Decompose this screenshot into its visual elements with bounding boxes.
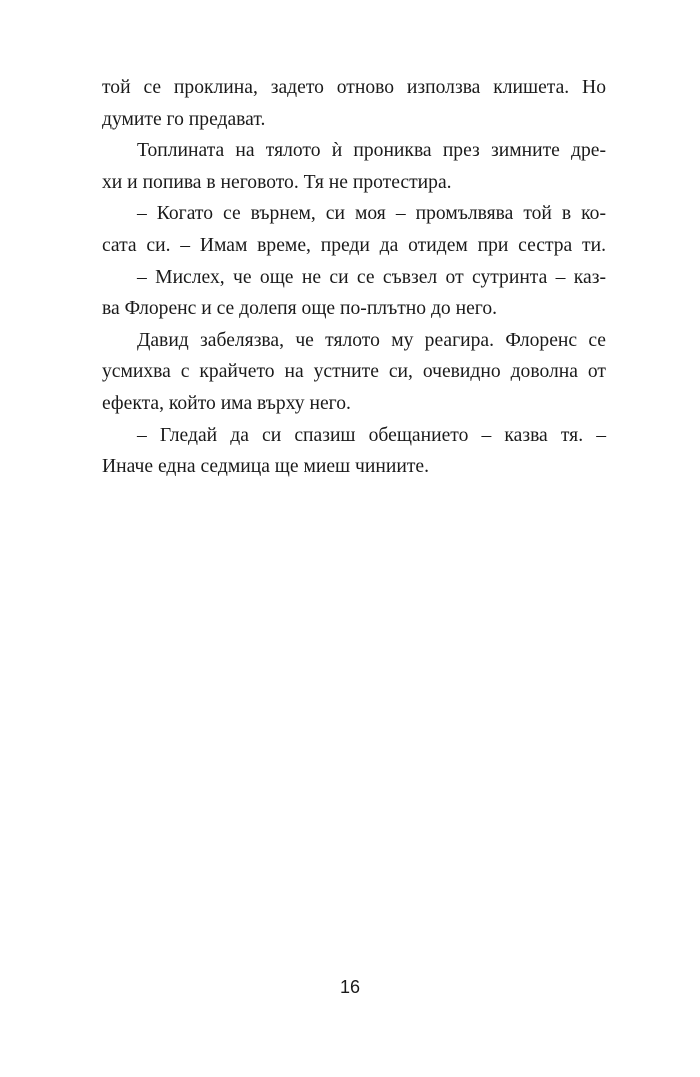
text-line: – Мислех, че още не си се съвзел от сутринта – каз- [137,266,606,288]
text-line: думите го предават. [102,108,266,130]
page-number: 16 [339,977,361,997]
text-line: ва Флоренс и се долепя още по-плътно до него. [102,298,498,320]
text-line: хи и попива в неговото. Тя не протестира. [102,171,452,193]
text-line: – Гледай да си спазиш обещанието – казва тя. – [137,424,606,446]
text-line: усмихва с крайчето на устните си, очевидно доволна от [102,361,606,383]
text-line: – Когато се върнем, си моя – промълвява той в ко- [137,203,606,225]
text-line: ефекта, който има върху него. [102,392,351,414]
text-line: Топлината на тялото ѝ прониква през зимните дре- [137,140,606,162]
body-text [102,72,606,483]
text-line: той се проклина, задето отново използва клишета. Но [102,77,606,98]
text-line: Давид забелязва, че тялото му реагира. Флоренс се [137,329,606,351]
text-line: Иначе една седмица ще миеш чиниите. [102,456,429,478]
text-line: сата си. – Имам време, преди да отидем при сестра ти. [102,234,606,256]
